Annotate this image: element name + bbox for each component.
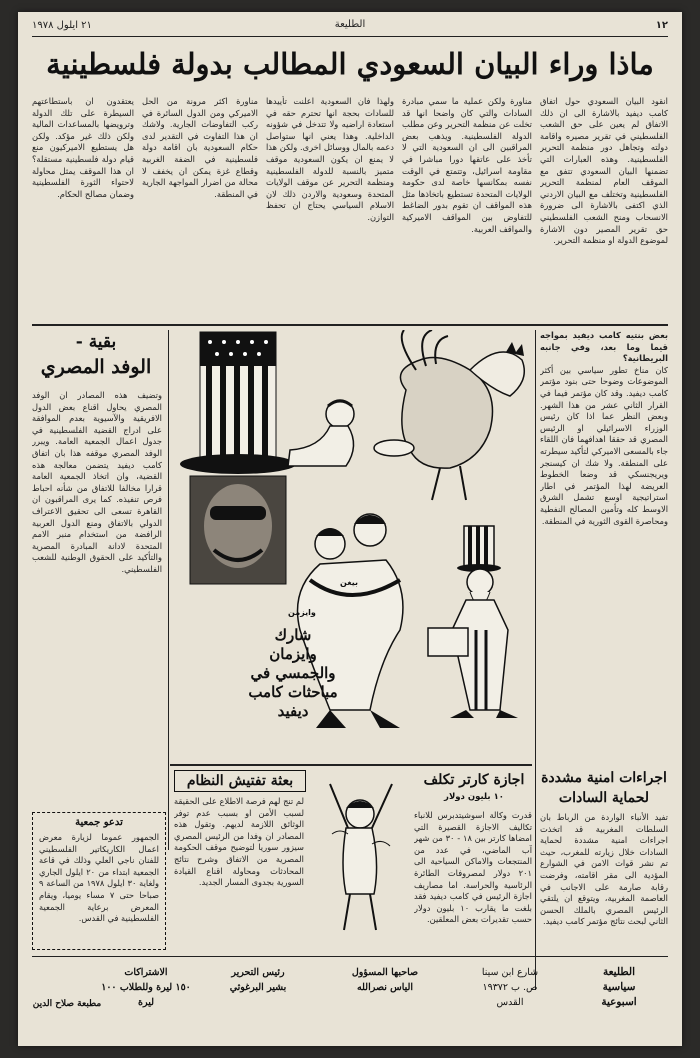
kneeling-figure-icon [288, 400, 414, 466]
cartoon-caption: شارك وايزمان والجمسي في مباحثات كامب ديفيد [248, 626, 338, 720]
wafd-headline-box [30, 330, 162, 382]
exhibition-body: الجمهور عموما لزيارة معرض اعمال الكاريكاتير الفلسطيني للفنان ناجي العلي وذلك في قاعة الجمعية ابتداء من ٢٠ ايلول الجاري ولغاية ٣٠ ايلول ١٩٧٨ من الساعة ٩ صباحا حتى ٧ مساء يوميا، ويقام المعرض برعاية الجمعية الفلسطينية في القدس. [39, 832, 159, 924]
small-cartoon [310, 774, 408, 940]
masthead-subscriptions: الاشتراكات ١٥٠ ليرة وللطلاب ١٠٠ ليرة [101, 967, 191, 1008]
main-article-col-3: ولهذا فان السعودية اعلنت تأييدها للسادات بحجة انها تحترم حقه في استعادة اراضيه ولا تتدخل في شؤونه الداخلية. وهذا يعني انها ستواصل دعمه بالمال ووسائل اخرى. ولكن هذا لا يمنع ان يكون السعودية موقف متميز بالنسبة للدولة الفلسطينية ومنظمة التحرير عن موقف الولايات المتحدة وسعودية والاردن ذلك لان الاسلام السياسي يحتاج ان تحفظ التوازن. [266, 96, 394, 222]
carter-subhead: ١٠ بليون دولار [444, 792, 504, 802]
political-cartoons [170, 330, 536, 760]
page-header [32, 18, 668, 37]
label-weizman: وايزمن [288, 608, 316, 617]
issue-date: ٢١ ايلول ١٩٧٨ [32, 20, 92, 31]
main-headline: ماذا وراء البيان السعودي المطالب بدولة فلسطينية [46, 47, 654, 81]
wafd-article: وتضيف هذه المصادر ان الوفد المصري يحاول اقناع بعض الدول الافريقية والآسيوية بعدم الموافقة على ادراج القضية الفلسطينية في جدول اعمال الجمعية العامة. ويبرر الوفد المصري موقفه هذا بان اتفاق كامب ديفيد يتضمن معالجة هذه القضية، وان اتخاذ الجمعية العامة قرارا مخالفا للاتفاق من شأنه احباط فرص تنفيذه. كما يرى المراقبون ان القاهرة تسعى الى تحقيق الاعتراف الدولي بالاتفاق ومنع الدول العربية الرافضة من استخدام منبر الامم المتحدة لادانة المبادرة المصرية والتأكيد على الحقوق الوطنية للشعب الفلسطيني. [32, 390, 162, 574]
section-divider-2 [170, 764, 532, 766]
portrait-photo [190, 476, 286, 584]
uncle-sam-icon [428, 526, 518, 718]
section-divider [32, 324, 668, 326]
masthead-address: شارع ابن سينا ص. ب ١٩٣٧٢ القدس [481, 967, 539, 1008]
publication-name: الطليعة [334, 19, 366, 30]
masthead-publication: الطليعة سياسية اسبوعية [601, 966, 637, 1008]
cheering-figure-icon [330, 784, 392, 930]
exhibition-title: تدعو جمعية [75, 817, 123, 828]
rooster-icon [400, 330, 524, 500]
label-begin: بيغن [340, 578, 358, 587]
masthead-owner: صاحبها المسؤول الياس نصرالله [351, 967, 419, 993]
main-article-col-5: يعتقدون ان باستطاعتهم السيطرة على تلك الدولة وترويضها بالمساعدات المالية ولكن ذلك غير مؤكد. ولكن هل يستطيع الاميركيون منع قيام دولة فلسطينية مستقلة؟ ان هذا الموقف يمثل محاولة لاحتواء الثورة الفلسطينية وضمان مصالح الحكام. [32, 96, 134, 199]
uncle-sam-flag-hat-icon [180, 332, 296, 474]
exhibition-notice [32, 812, 166, 950]
main-article-col-2: مناورة ولكن عملية ما سمي مبادرة السادات والتي كان واضحا انها قد تخلت عن منظمة التحرير وعن مطلب الدولة الفلسطينية. ويذهب بعض المراقبين الى ان السعودية التي لا تأخذ على عاتقها دورا مباشرا في مقاومة اسرائيل، وتتمتع في الوقت نفسه بمكانسها خاصة لدى حكومة الولايات المتحدة تستطيع باتخاذها مثل هذه المواقف ان تقوم بدور الضاغط للتفاوض بين المواقف الاميركية والمواقف العربية. [402, 96, 532, 234]
page-number: ١٢ [655, 20, 668, 31]
masthead-printer: مطبعة صلاح الدين [32, 999, 102, 1009]
main-article-col-1: انقود البيان السعودي حول اتفاق كامب ديفيد بالاشارة الى ان ذلك الاتفاق لم يعين على حق الشعب الفلسطيني في تقرير مصيره واقامة دولته وتجاهل دور منظمة التحرير الفلسطينية. وهذه العبارات التي تضمنها البيان السعودي تتفق مع الموقف العام لمنظمة التحرير الفلسطينية وتختلف مع البيان الاردني الذي اكتفى بالاشارة الى ضرورة الانسحاب ومنح الشعب الفلسطيني حق تقرير المصير دون الاشارة لموضوع الدولة او منظمة التحرير. [540, 96, 668, 246]
camp-david-article: بعض بنتيه كامب ديفيد بمواجه قيما وما بعد، وفي جانبه البريطانية؟ كان مناخ تطور سياسي بين أكثر الموضوعات وضوحا حتى بنود مؤتمر كامب ديفيد. وقد كان مؤتمر فيما في القرار الثاني عشر من هذا الشهر. وبعض النظر عما اذا كان رئيس الوزراء الاسرائيلي او الرئيس المصري قد حققا اهدافهما فان اللقاء جاء بالمسعى الاميركي لتأكيد سيطرته على المنطقة. ولا شك ان كيسنجر ويريجنسكي قد وضعا الخطوط العريضة لهذا المؤتمر في اطار استراتيجية اوسع تشمل الشرق الاوسط كله وتأمين المصالح النفطية ومحاصرة القوى الثورية في المنطقة. [540, 330, 668, 526]
wafd-kicker: بقية - [75, 332, 117, 352]
newspaper-page [18, 12, 682, 1046]
regime-article: لم تنج لهم فرصة الاطلاع على الحقيقة لسبب الأمن او بسبب عدم توفر الوثائق اللازمة لديهم. وتقول هذه المصادر ان وفدا من الرئيس المصري سيزور سوريا لتوضيح موقف الحكومة المصرية من الاتفاق وشرح نتائج المحادثات ومحاولة اقناع القيادة السورية بجدوى المسار الجديد. [174, 796, 304, 888]
column-rule-left [168, 330, 169, 850]
main-article-col-4: مناورة اكثر مرونة من الحل الاميركي ومن الدول السائرة في ركب التفاوضات الجارية. ولاشك ان هذا التفاوت في التقدير لدى حكام السعودية بان اقامة دولة فلسطينية في الضفة الغربية وقطاع غزة يمكن ان يخفف لا محالة من اضرار المواجهة الجارية في المنطقة. [142, 96, 258, 199]
regime-headline: بعثة تفتيش النظام [174, 770, 306, 792]
masthead-footer [32, 956, 668, 1039]
wafd-headline: الوفد المصري [40, 356, 152, 378]
security-headline: اجراءات امنية مشددة لحماية السادات [541, 770, 667, 806]
carter-headline: اجازة كارتر تكلف [423, 772, 525, 788]
carter-article: قدرت وكالة اسوشيتدبرس للانباء تكاليف الاجازة القصيرة التي امضاها كارتر بين ١٨ - ٣٠ من شهر آب الماضي، في عدد من المنتجعات والاماكن السياحية الى ٢٠١ دولار لمصروفات الطائرة الرئاسية والحراسة. اما مصاريف اجازة الرئيس في كامب ديفيد فقد بلغت ما يقارب ١٠ بليون دولار حسب تقديرات بعض المعلقين. [414, 810, 532, 925]
security-article: تفيد الأنباء الواردة من الرباط بان السلطات المغربية قد اتخذت اجراءات امنية مشددة لحماية السادات خلال زيارته للمغرب، حيث تم نشر قوات الامن في الشوارع المؤدية الى مقر اقامته، وفرضت رقابة صارمة على الاجانب في العاصمة المغربية، ويتوقع ان يلتقي الرئيس المصري بالملك الحسن الثاني لبحث نتائج مؤتمر كامب ديفيد. [540, 812, 668, 927]
masthead-editor: رئيس التحرير بشير البرغوثي [229, 967, 287, 993]
